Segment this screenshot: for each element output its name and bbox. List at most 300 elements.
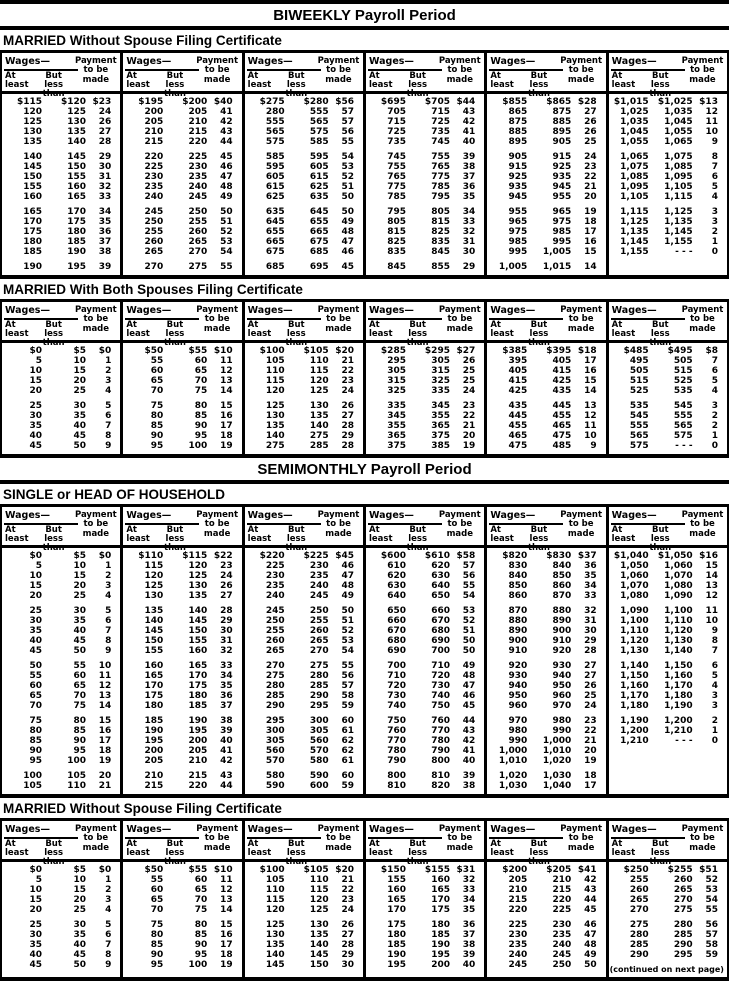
- payment-value: 13: [220, 895, 233, 905]
- wage-row: [123, 930, 241, 940]
- at-least-value: 35: [29, 421, 42, 431]
- wage-row: [2, 217, 120, 227]
- but-less-than-value: 235: [552, 930, 572, 940]
- but-less-than-value: 425: [552, 376, 572, 386]
- wages-label: Wages—: [125, 305, 199, 320]
- wage-column-group: [245, 507, 366, 794]
- payment-value: 13: [220, 376, 233, 386]
- at-least-value: 670: [387, 626, 406, 636]
- but-less-than-value: 15: [73, 571, 86, 581]
- at-least-value: 970: [508, 716, 528, 726]
- payment-value: 29: [98, 152, 112, 162]
- wage-row-group: [2, 152, 120, 202]
- payment-value: 55: [705, 905, 718, 915]
- payment-value: 25: [462, 366, 476, 376]
- but-less-than-value: 195: [188, 726, 208, 736]
- wage-row: [2, 691, 120, 701]
- but-less-than-value: 95: [194, 431, 208, 441]
- payment-value: 44: [584, 895, 597, 905]
- payment-value: 55: [341, 137, 354, 147]
- but-less-than-value: 955: [552, 192, 572, 202]
- wage-row: [123, 885, 241, 895]
- at-least-value: 1,075: [620, 162, 649, 172]
- at-least-value: 280: [629, 930, 649, 940]
- wage-row: [123, 366, 241, 376]
- wage-row: [2, 781, 120, 791]
- wages-label: Wages—: [125, 824, 199, 839]
- wage-row-group: [366, 551, 484, 601]
- payment-to-be-made-label: Payment to be made: [560, 305, 603, 334]
- at-least-value: 1,060: [620, 571, 649, 581]
- but-less-than-value: 735: [431, 127, 450, 137]
- payment-value: 33: [462, 885, 476, 895]
- wage-row: [609, 227, 727, 237]
- wage-row: [487, 661, 605, 671]
- at-least-value: 10: [29, 366, 42, 376]
- wage-row: [2, 207, 120, 217]
- wage-row: [366, 137, 484, 147]
- payment-value: 50: [462, 646, 476, 656]
- but-less-than-value: 635: [309, 192, 329, 202]
- wage-row: [123, 875, 241, 885]
- payment-value: 14: [584, 262, 597, 272]
- at-least-value: 265: [629, 895, 649, 905]
- wage-row: [366, 117, 484, 127]
- wage-column-header: [487, 821, 605, 867]
- at-least-value: 40: [29, 636, 42, 646]
- wage-row: [123, 386, 241, 396]
- but-less-than-label: But less than: [527, 839, 550, 867]
- payment-value: $23: [92, 97, 112, 107]
- at-least-value: $250: [623, 865, 649, 875]
- wage-row: [2, 701, 120, 711]
- at-least-value: 1,150: [620, 671, 649, 681]
- section-title-married-both-spouses-biweekly: MARRIED With Both Spouses Filing Certificate: [0, 279, 729, 302]
- wage-row: [366, 726, 484, 736]
- at-least-value: 800: [387, 771, 406, 781]
- payment-value: 19: [584, 207, 597, 217]
- but-less-than-value: 240: [188, 182, 208, 192]
- wage-row: [487, 571, 605, 581]
- at-least-value: $385: [502, 346, 528, 356]
- but-less-than-value: 205: [188, 107, 208, 117]
- at-least-value: 105: [265, 356, 285, 366]
- wage-row: [123, 107, 241, 117]
- at-least-value: 25: [29, 920, 42, 930]
- at-least-value: 205: [144, 756, 164, 766]
- wage-row-group: [609, 920, 727, 960]
- payment-value: 14: [220, 905, 233, 915]
- at-least-label: At least: [368, 839, 393, 858]
- at-least-value: 290: [629, 950, 649, 960]
- wage-row: [366, 681, 484, 691]
- wage-column-header: [245, 821, 363, 867]
- but-less-than-value: 35: [73, 930, 86, 940]
- payment-value: 2: [711, 421, 718, 431]
- wage-row: [366, 152, 484, 162]
- payment-value: 15: [98, 716, 112, 726]
- but-less-than-value: 80: [73, 716, 86, 726]
- at-least-value: 790: [387, 756, 406, 766]
- payment-value: 11: [705, 606, 718, 616]
- at-least-value: 145: [144, 626, 164, 636]
- but-less-than-value: 160: [431, 875, 450, 885]
- at-least-value: 180: [144, 701, 164, 711]
- payment-value: 59: [705, 950, 718, 960]
- wage-row: [123, 606, 241, 616]
- wages-header: [247, 510, 315, 553]
- wages-header: [489, 510, 557, 553]
- wage-row: [123, 920, 241, 930]
- wage-rows: [366, 548, 484, 794]
- wage-row: [2, 736, 120, 746]
- payment-value: $13: [699, 97, 718, 107]
- at-least-value: 285: [629, 940, 649, 950]
- at-least-value: 835: [387, 247, 406, 257]
- wage-row: [2, 716, 120, 726]
- wage-row-group: [609, 606, 727, 656]
- at-least-value: 720: [387, 681, 406, 691]
- but-less-than-value: 675: [309, 237, 329, 247]
- but-less-than-value: $610: [424, 551, 450, 561]
- wage-row: [366, 875, 484, 885]
- wage-row: [609, 950, 727, 960]
- wage-row: [366, 237, 484, 247]
- at-least-value: 30: [29, 411, 42, 421]
- wage-row: [245, 895, 363, 905]
- payment-value: 48: [220, 182, 233, 192]
- wage-row: [2, 386, 120, 396]
- but-less-than-value: 1,155: [664, 237, 693, 247]
- at-least-value: 270: [265, 661, 285, 671]
- wage-column-header: [366, 302, 484, 348]
- but-less-than-value: 30: [73, 401, 86, 411]
- wage-row: [366, 716, 484, 726]
- at-least-value: 95: [150, 960, 164, 970]
- wage-row: [366, 771, 484, 781]
- but-less-than-value: 90: [194, 940, 208, 950]
- payment-to-be-made-label: Payment to be made: [196, 824, 239, 853]
- wage-column-header: [487, 53, 605, 99]
- but-less-than-value: $55: [188, 346, 208, 356]
- payment-value: 6: [105, 411, 112, 421]
- payment-value: 12: [220, 885, 233, 895]
- wage-row: [245, 421, 363, 431]
- at-least-value: 995: [508, 247, 528, 257]
- payment-value: $37: [577, 551, 597, 561]
- but-less-than-value: 140: [67, 137, 86, 147]
- wage-row: [2, 626, 120, 636]
- at-least-value: 90: [150, 950, 164, 960]
- payment-value: 48: [584, 940, 597, 950]
- but-less-than-label: But less than: [649, 320, 672, 348]
- wage-row: [123, 356, 241, 366]
- but-less-than-value: 190: [188, 716, 208, 726]
- but-less-than-value: $295: [424, 346, 450, 356]
- wages-label: Wages—: [247, 824, 321, 839]
- payment-value: 0: [711, 247, 718, 257]
- wage-row-group: [245, 262, 363, 272]
- at-least-value: 185: [23, 247, 42, 257]
- payment-value: 19: [98, 756, 112, 766]
- but-less-than-value: 50: [73, 960, 86, 970]
- at-least-value: 805: [387, 217, 406, 227]
- wage-row: [123, 137, 241, 147]
- wage-row: [245, 636, 363, 646]
- payment-value: 39: [462, 152, 476, 162]
- wage-row: [123, 217, 241, 227]
- but-less-than-value: 890: [552, 616, 572, 626]
- payment-value: 57: [705, 930, 718, 940]
- wage-row: [2, 865, 120, 875]
- but-less-than-value: 290: [673, 940, 693, 950]
- wage-row: [2, 661, 120, 671]
- at-least-value: 840: [508, 571, 528, 581]
- but-less-than-value: 270: [188, 247, 208, 257]
- wage-row: [487, 376, 605, 386]
- payment-value: 7: [105, 940, 112, 950]
- at-least-value: 255: [144, 227, 164, 237]
- but-less-than-value: 280: [673, 920, 693, 930]
- at-least-value: 275: [265, 671, 285, 681]
- payment-value: 19: [220, 960, 233, 970]
- payment-value: 53: [220, 237, 233, 247]
- wage-row-group: [123, 401, 241, 451]
- at-least-value: 825: [387, 237, 406, 247]
- payment-value: 27: [220, 591, 233, 601]
- at-least-value: 690: [387, 646, 406, 656]
- payment-value: 5: [711, 671, 718, 681]
- wages-header: [368, 56, 436, 99]
- payment-value: 56: [705, 920, 718, 930]
- payment-to-be-made-label: Payment to be made: [317, 305, 360, 334]
- wage-row: [245, 237, 363, 247]
- at-least-value: 595: [265, 162, 285, 172]
- at-least-value: 455: [508, 421, 528, 431]
- wage-row: [487, 431, 605, 441]
- payment-value: 30: [98, 162, 112, 172]
- but-less-than-value: 415: [552, 366, 572, 376]
- payment-value: 24: [98, 107, 112, 117]
- wage-row: [609, 137, 727, 147]
- but-less-than-value: 345: [431, 401, 450, 411]
- wage-row: [2, 895, 120, 905]
- wage-rows: [609, 548, 727, 794]
- at-least-value: 1,070: [620, 581, 649, 591]
- at-least-value: 5: [35, 875, 42, 885]
- but-less-than-label: But less than: [406, 71, 429, 99]
- wage-row: [366, 960, 484, 970]
- payment-to-be-made-label: Payment to be made: [438, 824, 481, 853]
- at-least-value: 275: [629, 920, 649, 930]
- wage-rows: [366, 862, 484, 977]
- wages-label: Wages—: [611, 56, 685, 71]
- at-least-value: 1,170: [620, 691, 649, 701]
- at-least-value: 1,100: [620, 616, 649, 626]
- wage-row-group: [366, 152, 484, 202]
- payment-value: 46: [584, 920, 597, 930]
- wage-row: [487, 97, 605, 107]
- payment-value: 1: [711, 431, 718, 441]
- at-least-value: 80: [150, 411, 164, 421]
- but-less-than-value: 315: [431, 366, 450, 376]
- payment-value: 21: [98, 781, 112, 791]
- wage-row: [487, 646, 605, 656]
- wages-header: [368, 305, 436, 348]
- payment-value: 6: [711, 172, 718, 182]
- wage-rows: [123, 548, 241, 794]
- at-least-value: 60: [29, 681, 42, 691]
- wage-column-group: [487, 53, 608, 275]
- at-least-value: 105: [265, 875, 285, 885]
- payment-value: 14: [98, 701, 112, 711]
- wage-row: [2, 247, 120, 257]
- payment-value: 45: [584, 905, 597, 915]
- but-less-than-value: 725: [431, 117, 450, 127]
- at-least-value: 135: [265, 940, 285, 950]
- at-least-value: 495: [629, 356, 649, 366]
- but-less-than-value: 90: [73, 736, 86, 746]
- payment-value: 50: [220, 207, 233, 217]
- at-least-value: 505: [629, 366, 649, 376]
- but-less-than-value: 125: [67, 107, 86, 117]
- but-less-than-value: 295: [673, 950, 693, 960]
- wage-row-group: [245, 865, 363, 915]
- payment-value: 14: [220, 386, 233, 396]
- at-least-value: 575: [629, 441, 649, 451]
- at-least-value: 615: [265, 182, 285, 192]
- wage-row: [123, 671, 241, 681]
- at-least-value: 210: [508, 885, 528, 895]
- at-least-value: 55: [150, 356, 164, 366]
- at-least-value: 25: [29, 401, 42, 411]
- wage-rows: [366, 343, 484, 454]
- at-least-value: 865: [508, 107, 528, 117]
- but-less-than-value: 765: [431, 162, 450, 172]
- payment-value: 3: [711, 691, 718, 701]
- payment-to-be-made-label: Payment to be made: [560, 56, 603, 85]
- at-least-value: 435: [508, 401, 528, 411]
- wages-label: Wages—: [4, 824, 78, 839]
- payment-value: 61: [341, 756, 354, 766]
- at-least-value: 920: [508, 661, 528, 671]
- but-less-than-value: 150: [67, 162, 86, 172]
- but-less-than-value: 165: [431, 885, 450, 895]
- payment-value: 41: [462, 746, 476, 756]
- payment-value: 47: [584, 930, 597, 940]
- wages-header: [125, 56, 193, 99]
- at-least-value: 105: [23, 781, 42, 791]
- wage-row: [2, 237, 120, 247]
- wage-row: [123, 207, 241, 217]
- wage-row: [487, 441, 605, 451]
- wage-table-married-without-spouse-biweekly: [0, 53, 729, 279]
- but-less-than-value: 285: [673, 930, 693, 940]
- at-least-value: 555: [629, 421, 649, 431]
- payment-value: 34: [462, 895, 476, 905]
- payment-value: 37: [220, 701, 233, 711]
- wage-row: [366, 107, 484, 117]
- payment-value: 27: [584, 107, 597, 117]
- wage-row: [123, 701, 241, 711]
- wage-row-group: [487, 207, 605, 257]
- at-least-value: 100: [23, 771, 42, 781]
- payment-value: 57: [341, 681, 354, 691]
- payment-value: $0: [98, 346, 112, 356]
- but-less-than-value: 760: [431, 716, 450, 726]
- but-less-than-value: 805: [431, 207, 450, 217]
- payment-value: 52: [220, 227, 233, 237]
- at-least-label: At least: [611, 839, 636, 858]
- at-least-value: 125: [144, 581, 164, 591]
- at-least-value: 365: [387, 431, 406, 441]
- at-least-value: 525: [629, 386, 649, 396]
- payment-value: 8: [711, 152, 718, 162]
- payment-value: 16: [584, 237, 597, 247]
- at-least-label: At least: [5, 525, 29, 544]
- payment-value: 2: [711, 411, 718, 421]
- at-least-value: 445: [508, 411, 528, 421]
- at-least-label: At least: [490, 525, 514, 544]
- but-less-than-value: 895: [552, 127, 572, 137]
- payment-value: $20: [335, 865, 354, 875]
- but-less-than-value: 135: [188, 591, 208, 601]
- wage-row-group: [245, 716, 363, 766]
- at-least-value: 140: [144, 616, 164, 626]
- wage-row: [245, 386, 363, 396]
- wage-column-group: [609, 53, 727, 275]
- wages-header: [611, 510, 679, 553]
- payment-value: 26: [584, 127, 597, 137]
- wage-row: [123, 905, 241, 915]
- wages-header: [4, 824, 72, 867]
- wage-row: [123, 661, 241, 671]
- payment-value: $28: [577, 97, 597, 107]
- at-least-value: 395: [508, 356, 528, 366]
- wage-row: [609, 591, 727, 601]
- wage-row-group: [123, 152, 241, 202]
- payment-value: 53: [341, 636, 354, 646]
- at-least-value: 990: [508, 736, 528, 746]
- but-less-than-value: 1,110: [664, 616, 693, 626]
- but-less-than-value: 305: [309, 726, 329, 736]
- but-less-than-value: 905: [552, 137, 572, 147]
- wages-label: Wages—: [4, 305, 78, 320]
- payment-value: 10: [98, 661, 112, 671]
- payment-value: $27: [456, 346, 476, 356]
- at-least-value: 590: [265, 781, 285, 791]
- wage-row: [366, 386, 484, 396]
- but-less-than-value: 1,095: [664, 172, 693, 182]
- wage-row-group: [245, 401, 363, 451]
- at-least-value: 1,000: [498, 746, 528, 756]
- wage-row: [123, 691, 241, 701]
- at-least-value: 120: [265, 386, 285, 396]
- wage-row: [366, 561, 484, 571]
- wage-row: [487, 930, 605, 940]
- at-least-value: 1,020: [498, 771, 528, 781]
- wage-row: [366, 192, 484, 202]
- wage-row: [123, 571, 241, 581]
- payment-value: 4: [105, 591, 112, 601]
- payment-value: 22: [584, 726, 597, 736]
- payment-value: 47: [341, 571, 354, 581]
- but-less-than-value: 750: [431, 701, 450, 711]
- wage-row: [366, 691, 484, 701]
- wage-row: [245, 376, 363, 386]
- wage-row: [609, 127, 727, 137]
- wage-row: [609, 571, 727, 581]
